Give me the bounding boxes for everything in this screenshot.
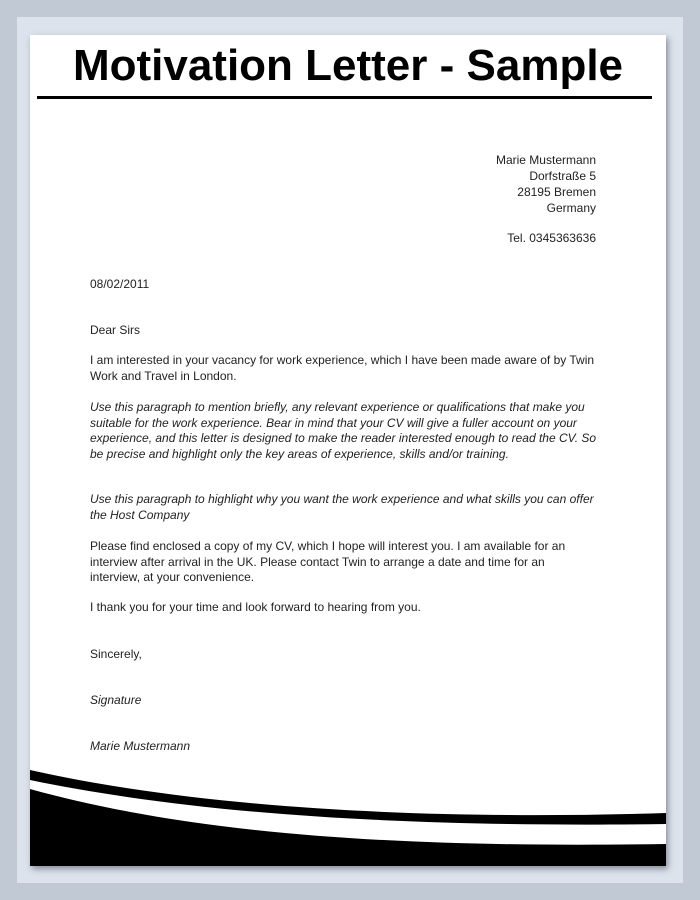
salutation: Dear Sirs [90,323,141,337]
letter-date: 08/02/2011 [90,277,150,291]
closing: Sincerely, [90,647,142,661]
paragraph-enclosure: Please find enclosed a copy of my CV, which I hope will interest you. I am available for an interview after arrival in the UK. Please contact Twin to arrange a date and time for an interview, at your convenience. [90,539,566,584]
sender-phone: Tel. 0345363636 [507,231,596,245]
paragraph-intro: I am interested in your vacancy for work experience, which I have been made aware of by Twin Work and Travel in London. [90,353,595,383]
sender-city: 28195 Bremen [517,185,596,199]
signed-name: Marie Mustermann [90,739,191,753]
sender-country: Germany [546,201,596,215]
paragraph-thanks: I thank you for your time and look forward to hearing from you. [90,600,421,614]
title-underline [37,96,652,99]
sender-street: Dorfstraße 5 [529,169,596,183]
signature: Signature [90,693,142,707]
page-title: Motivation Letter - Sample [72,41,624,90]
footer-wave-decoration [30,766,666,866]
sender-name: Marie Mustermann [495,153,596,167]
paragraph-experience: Use this paragraph to mention briefly, any relevant experience or qualifications that make you suitable for the work experience. Bear in mind that your CV will give a fuller account on your experience, and this letter is designed to make the reader interested enough to read the CV. So be precise and highlight only the key areas of experience, skills and/or training. [90,400,597,461]
letter-page [30,35,666,866]
paragraph-motivation: Use this paragraph to highlight why you want the work experience and what skills you can offer the Host Company [90,492,594,522]
